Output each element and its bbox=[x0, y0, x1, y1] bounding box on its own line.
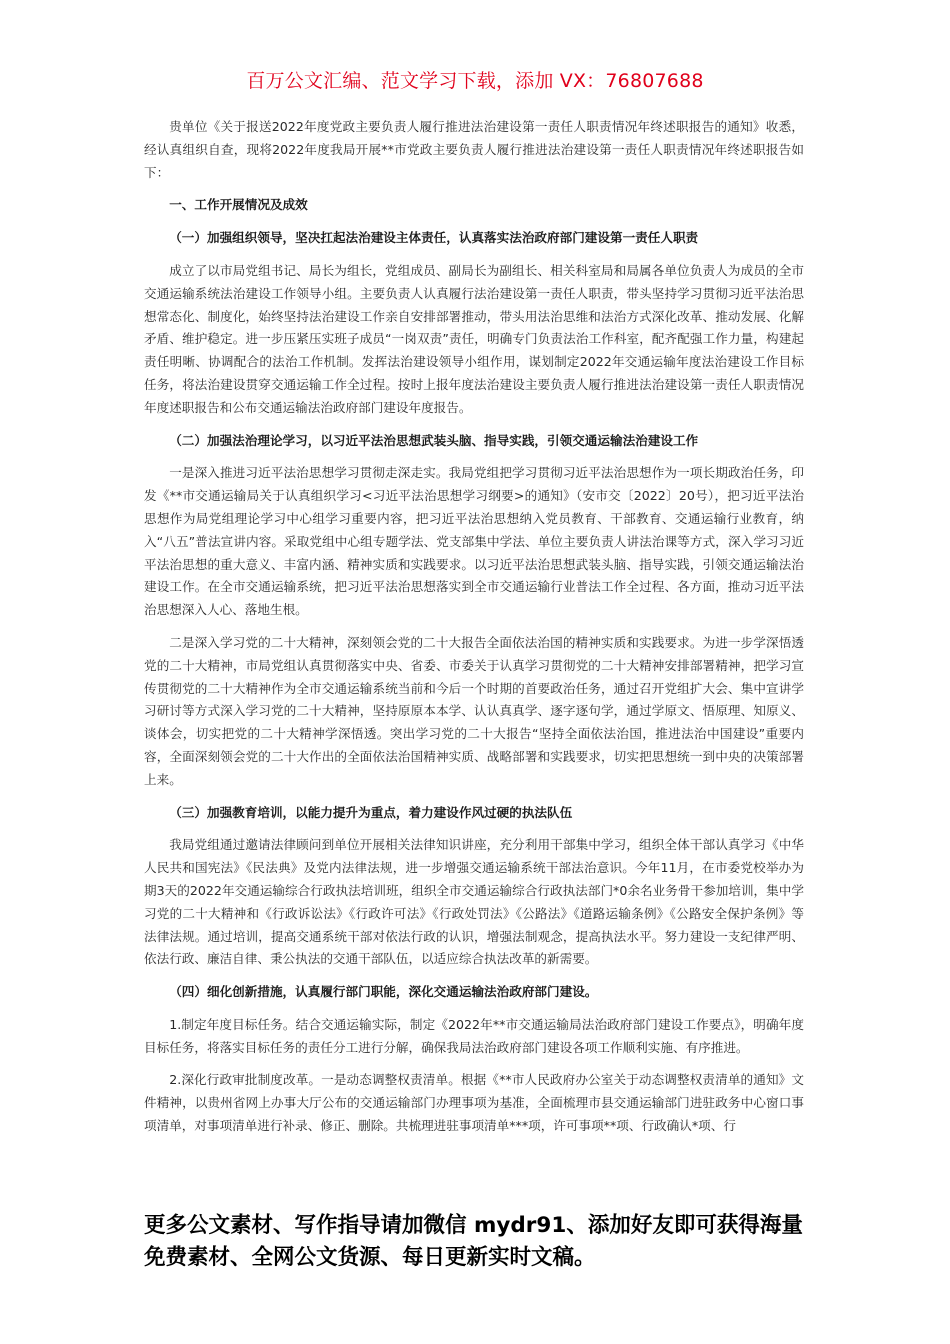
promo-footer: 更多公文素材、写作指导请加微信 mydr91、添加好友即可获得海量免费素材、全网公文货源、每日更新实时文稿。 bbox=[144, 1213, 803, 1270]
watermark-banner: 百万公文汇编、范文学习下载，添加 VX：76807688 bbox=[246, 70, 704, 92]
body-paragraph: 我局党组通过邀请法律顾问到单位开展相关法律知识讲座，充分利用干部集中学习，组织全体干部认真学习《中华人民共和国宪法》《民法典》及党内法律法规，进一步增强交通运输系统干部法治意识。今年11月，在市委党校举办为期3天的2022年交通运输综合行政执法培训班，组织全市交通运输综合行政执法部门*0余名业务骨干参加培训，集中学习党的二十大精神和《行政诉讼法》《行政许可法》《行政处罚法》《公路法》《道路运输条例》《公路安全保护条例》等法律法规。通过培训，提高交通系统干部对依法行政的认识，增强法制观念，提高执法水平。努力建设一支纪律严明、依法行政、廉洁自律、秉公执法的交通干部队伍，以适应综合执法改革的新需要。 bbox=[144, 837, 804, 967]
body-paragraph: 二是深入学习党的二十大精神，深刻领会党的二十大报告全面依法治国的精神实质和实践要求。为进一步学深悟透党的二十大精神，市局党组认真贯彻落实中央、省委、市委关于认真学习贯彻党的二十大精神安排部署精神，把学习宣传贯彻党的二十大精神作为全市交通运输系统当前和今后一个时期的首要政治任务，通过召开党组扩大会、集中宣讲学习研讨等方式深入学习党的二十大精神，坚持原原本本学、认认真真学、逐字逐句学，通过学原文、悟原理、知原义、谈体会，切实把党的二十大精神学深悟透。突出学习党的二十大报告“坚持全面依法治国，推进法治中国建设”重要内容，全面深刻领会党的二十大作出的全面依法治国精神实质、战略部署和实践要求，切实把思想统一到中央的决策部署上来。 bbox=[144, 634, 804, 787]
subsection-heading: （四）细化创新措施，认真履行部门职能，深化交通运输法治政府部门建设。 bbox=[169, 984, 598, 1000]
body-paragraph: 1.制定年度目标任务。结合交通运输实际，制定《2022年**市交通运输局法治政府部门建设工作要点》，明确年度目标任务，将落实目标任务的责任分工进行分解，确保我局法治政府部门建设各项工作顺利实施、有序推进。 bbox=[144, 1016, 804, 1055]
intro-paragraph: 贵单位《关于报送2022年度党政主要负责人履行推进法治建设第一责任人职责情况年终述职报告的通知》收悉，经认真组织自查，现将2022年度我局开展**市党政主要负责人履行推进法治建设第一责任人职责情况年终述职报告如下： bbox=[144, 119, 804, 180]
body-paragraph: 一是深入推进习近平法治思想学习贯彻走深走实。我局党组把学习贯彻习近平法治思想作为一项长期政治任务，印发《**市交通运输局关于认真组织学习<习近平法治思想学习纲要>的通知》（安市交〔2022〕20号），把习近平法治思想作为局党组理论学习中心组学习重要内容，把习近平法治思想纳入党员教育、干部教育、交通运输行业教育，纳入“八五”普法宣讲内容。采取党组中心组专题学法、党支部集中学法、单位主要负责人讲法治课等方式，深入学习习近平法治思想的重大意义、丰富内涵、精神实质和实践要求。以习近平法治思想武装头脑、指导实践，引领交通运输法治建设工作。在全市交通运输系统，把习近平法治思想落实到全市交通运输行业普法工作全过程、各方面，推动习近平法治思想深入人心、落地生根。 bbox=[144, 465, 804, 618]
document-body bbox=[144, 116, 804, 1148]
section-heading: 一、工作开展情况及成效 bbox=[169, 197, 308, 213]
subsection-heading: （三）加强教育培训，以能力提升为重点，着力建设作风过硬的执法队伍 bbox=[169, 804, 573, 820]
body-paragraph: 2.深化行政审批制度改革。一是动态调整权责清单。根据《**市人民政府办公室关于动态调整权责清单的通知》文件精神，以贵州省网上办事大厅公布的交通运输部门办理事项为基准，全面梳理市县交通运输部门进驻政务中心窗口事项清单，对事项清单进行补录、修正、删除。共梳理进驻事项清单***项，许可事项**项、行政确认*项、行 bbox=[144, 1072, 804, 1134]
subsection-heading: （二）加强法治理论学习，以习近平法治思想武装头脑、指导实践，引领交通运输法治建设工作 bbox=[169, 432, 699, 448]
subsection-heading: （一）加强组织领导，坚决扛起法治建设主体责任，认真落实法治政府部门建设第一责任人职责 bbox=[169, 230, 699, 246]
body-paragraph: 成立了以市局党组书记、局长为组长，党组成员、副局长为副组长、相关科室局和局属各单位负责人为成员的全市交通运输系统法治建设工作领导小组。主要负责人认真履行法治建设第一责任人职责，带头坚持学习贯彻习近平法治思想常态化、制度化，始终坚持法治建设工作亲自安排部署推动，带头用法治思维和法治方式深化改革、推动发展、化解矛盾、维护稳定。进一步压紧压实班子成员“一岗双责”责任，明确专门负责法治工作科室，配齐配强工作力量，构建起责任明晰、协调配合的法治工作机制。发挥法治建设领导小组作用，谋划制定2022年交通运输年度法治建设工作目标任务，将法治建设贯穿交通运输工作全过程。按时上报年度法治建设主要负责人履行推进法治建设第一责任人职责情况年度述职报告和公布交通运输法治政府部门建设年度报告。 bbox=[144, 262, 804, 415]
